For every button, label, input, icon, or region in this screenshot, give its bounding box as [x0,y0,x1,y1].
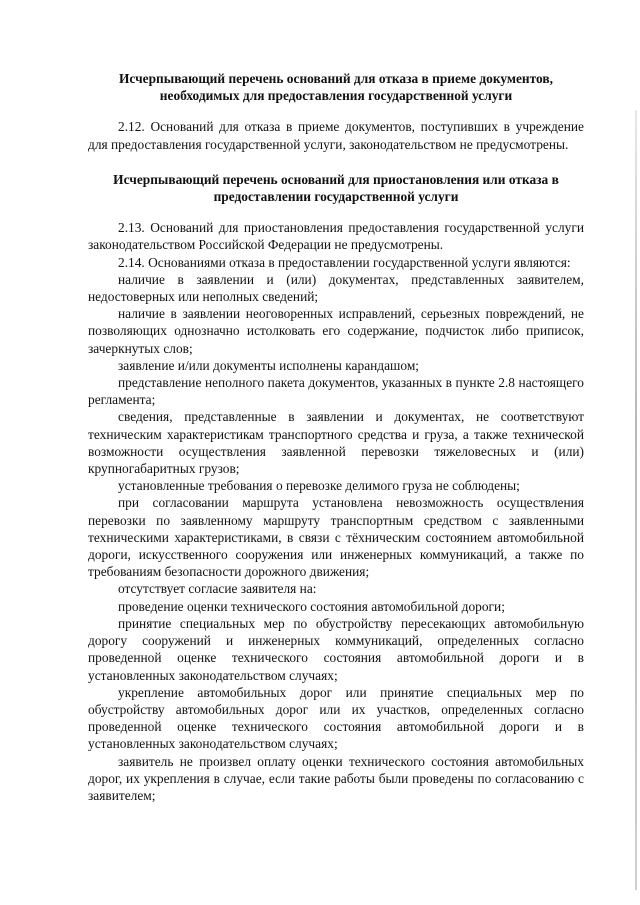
list-item-corrections: наличие в заявлении неоговоренных исправлений, серьезных повреждений, не позволяющих однозначно истолковать его содержание, подчисток либо приписок, зачеркнутых слов; [88,306,584,356]
list-item-road-strengthening: укрепление автомобильных дорог или принятие специальных мер по обустройству автомобильных дорог или их участков, определенных согласно проведенной оценке технического состояния автомобильной дороги и в установленных законодательством случаях; [88,684,584,752]
list-item-no-payment: заявитель не произвел оплату оценки технического состояния автомобильных дорог, их укрепления в случае, если такие работы были проведены по согласованию с заявителем; [88,753,584,803]
list-item-incomplete-package: представление неполного пакета документов, указанных в пункте 2.8 настоящего регламента; [88,375,584,408]
paragraph-2-14: 2.14. Основаниями отказа в предоставлении государственной услуги являются: [118,254,571,270]
list-item-pencil: заявление и/или документы исполнены карандашом; [118,357,420,373]
paragraph-2-13: 2.13. Оснований для приостановления предоставления государственной услуги законодательством Российской Федерации не предусмотрены. [88,220,584,253]
list-item-no-consent: отсутствует согласие заявителя на: [118,581,317,597]
list-item-mismatch-characteristics: сведения, представленные в заявлении и документах, не соответствуют техническим характеристикам транспортного средства и груза, а также технической возможности осуществления заявленной перевозки тяжеловесных и (или) крупногабаритных грузов; [88,409,584,477]
list-item-divisible-cargo: установленные требования о перевозке делимого груза не соблюдены; [118,478,520,494]
list-item-unreliable-info: наличие в заявлении и (или) документах, представленных заявителем, недостоверных или неполных сведений; [88,271,584,305]
list-item-route-impossible: при согласовании маршрута установлена невозможность осуществления перевозки по заявленному маршруту транспортным средством с заявленными техническими характеристиками, в связи с тёхническим состоянием автомобильной дороги, искусственного сооружения или инженерных коммуникаций, а также по требованиям безопасности дорожного движения; [88,495,584,580]
section-heading-refusal-acceptance: Исчерпывающий перечень оснований для отказа в приеме документов, необходимых для предоставления государственной услуги [119,71,553,104]
section-heading-suspension-refusal: Исчерпывающий перечень оснований для приостановления или отказа в предоставлении государственной услуги [113,171,559,205]
paragraph-2-12: 2.12. Оснований для отказа в приеме документов, поступивших в учреждение для предоставления государственной услуги, законодательством не предусмотрены. [88,119,584,152]
scan-edge-shadow [635,110,637,890]
list-item-special-measures: принятие специальных мер по обустройству пересекающих автомобильную дорогу сооружений и инженерных коммуникаций, определенных согласно проведенной оценке технического состояния автомобильной дороги и в установленных законодательством случаях; [88,615,584,683]
list-item-road-assessment: проведение оценки технического состояния автомобильной дороги; [118,598,505,614]
